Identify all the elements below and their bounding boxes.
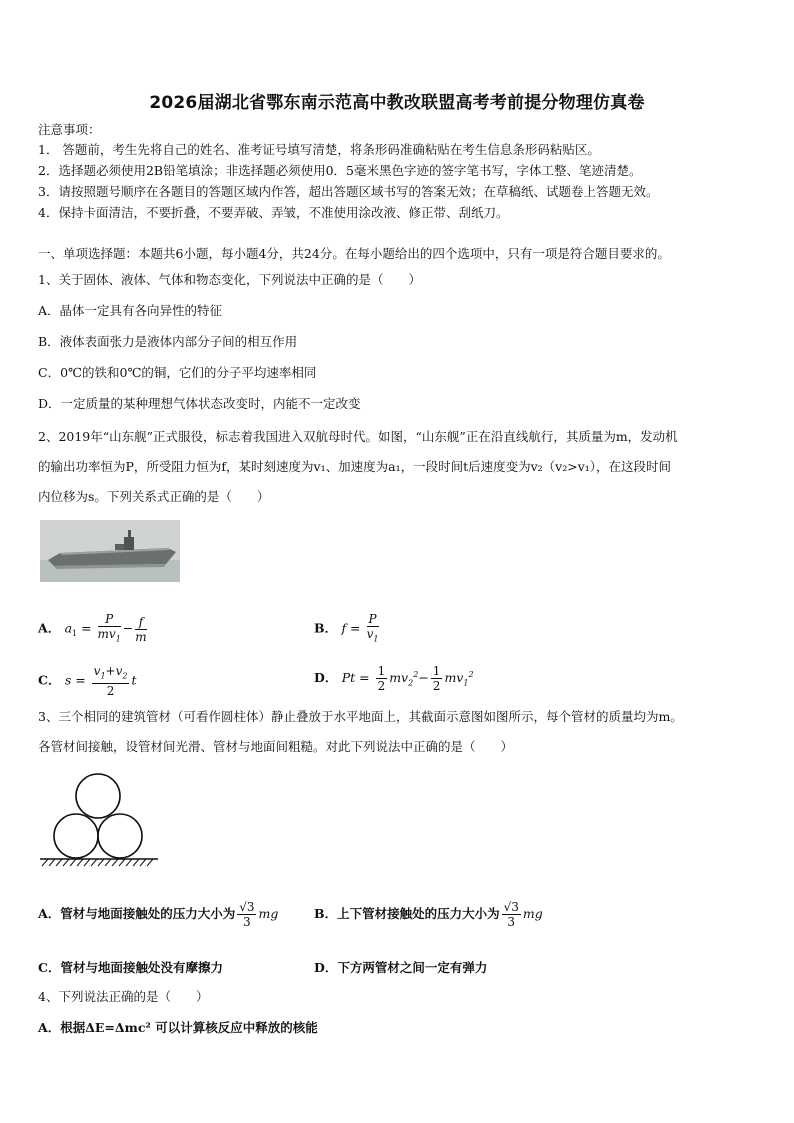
q2-stem-line-2: 的输出功率恒为P，所受阻力恒为f，某时刻速度为v₁、加速度为a₁，一段时间t后速度变为v₂（v₂>v₁），在这段时间 xyxy=(38,459,672,474)
q3-option-d: D．下方两管材之间一定有弹力 xyxy=(314,960,488,975)
q4-option-a: A．根据ΔE=Δmc² 可以计算核反应中释放的核能 xyxy=(38,1020,318,1035)
q4-stem: 4、下列说法正确的是（ ） xyxy=(38,989,209,1004)
q3-b-sqrt3: √3 xyxy=(503,900,519,914)
q2-stem-line-3: 内位移为s。下列关系式正确的是（ ） xyxy=(38,489,270,504)
q3-option-b-text: B．上下管材接触处的压力大小为 xyxy=(314,906,500,921)
q3-a-three: 3 xyxy=(243,915,251,929)
q1-option-d: D．一定质量的某种理想气体状态改变时，内能不一定改变 xyxy=(38,396,361,411)
q3-a-mg: mg xyxy=(258,906,279,921)
q2-option-a-label: A． xyxy=(38,620,61,636)
q2-option-d: D． Pt = $\frac{1}{2}$ $mv_2^2-$ $\frac{1}{2}$ $mv_1^2$ xyxy=(314,664,474,693)
pipes-cross-section-icon xyxy=(36,772,166,872)
q2-option-b-label: B． xyxy=(314,620,338,636)
q1-option-c: C．0℃的铁和0℃的铜，它们的分子平均速率相同 xyxy=(38,365,317,380)
q3-a-sqrt3: √3 xyxy=(239,900,255,914)
notice-item-1: 1． 答题前，考生先将自己的姓名、准考证号填写清楚，将条形码准确粘贴在考生信息条形码粘贴区。 xyxy=(38,142,600,157)
notice-item-3: 3．请按照题号顺序在各题目的答题区域内作答，超出答题区域书写的答案无效；在草稿纸、试题卷上答题无效。 xyxy=(38,184,659,199)
stacked-pipes-diagram xyxy=(36,772,166,876)
q3-b-three: 3 xyxy=(507,915,516,929)
q3-b-mg: mg xyxy=(522,906,543,921)
q1-option-b: B．液体表面张力是液体内部分子间的相互作用 xyxy=(38,334,298,349)
aircraft-carrier-icon xyxy=(40,520,180,582)
q3-option-a xyxy=(38,900,278,929)
notice-heading: 注意事项： xyxy=(38,122,101,137)
q2-option-d-label: D． xyxy=(314,670,338,685)
q3-option-b xyxy=(314,900,543,929)
q2-stem-line-1: 2、2019年“山东舰”正式服役，标志着我国进入双航母时代。如图，“山东舰”正在沿直线航行，其质量为m，发动机 xyxy=(38,429,678,444)
q2-option-a: A． $a_1$ = $\frac{P}{mv_1}$ − $\frac{f}{m}$ xyxy=(38,612,147,644)
section-heading: 一、单项选择题：本题共6小题，每小题4分，共24分。在每小题给出的四个选项中，只有一项是符合题目要求的。 xyxy=(38,246,670,261)
exam-title: 2026届湖北省鄂东南示范高中教改联盟高考考前提分物理仿真卷 xyxy=(149,93,645,113)
q2-option-c-label: C． xyxy=(38,672,61,688)
q1-option-a: A．晶体一定具有各向异性的特征 xyxy=(38,303,223,318)
q3-option-a-text: A．管材与地面接触处的压力大小为 xyxy=(38,906,236,921)
q2-option-b: B． f = $\frac{P}{v_1}$ xyxy=(314,612,379,644)
q3-stem-line-2: 各管材间接触，设管材间光滑、管材与地面间粗糙。对此下列说法中正确的是（ ） xyxy=(38,739,514,754)
notice-item-2: 2．选择题必须使用2B铅笔填涂；非选择题必须使用0．5毫米黑色字迹的签字笔书写，字体工整、笔迹清楚。 xyxy=(38,163,642,178)
q3-option-c: C．管材与地面接触处没有摩擦力 xyxy=(38,960,223,975)
aircraft-carrier-photo xyxy=(40,520,180,582)
q2-option-c: C． s = $\frac{v_1+v_2}{2}$ t xyxy=(38,664,137,699)
q1-stem: 1、关于固体、液体、气体和物态变化，下列说法中正确的是（ ） xyxy=(38,272,421,287)
notice-item-4: 4．保持卡面清洁，不要折叠，不要弄破、弄皱，不准使用涂改液、修正带、刮纸刀。 xyxy=(38,205,509,220)
q3-stem-line-1: 3、三个相同的建筑管材（可看作圆柱体）静止叠放于水平地面上，其截面示意图如图所示，每个管材的质量均为m。 xyxy=(38,709,683,724)
